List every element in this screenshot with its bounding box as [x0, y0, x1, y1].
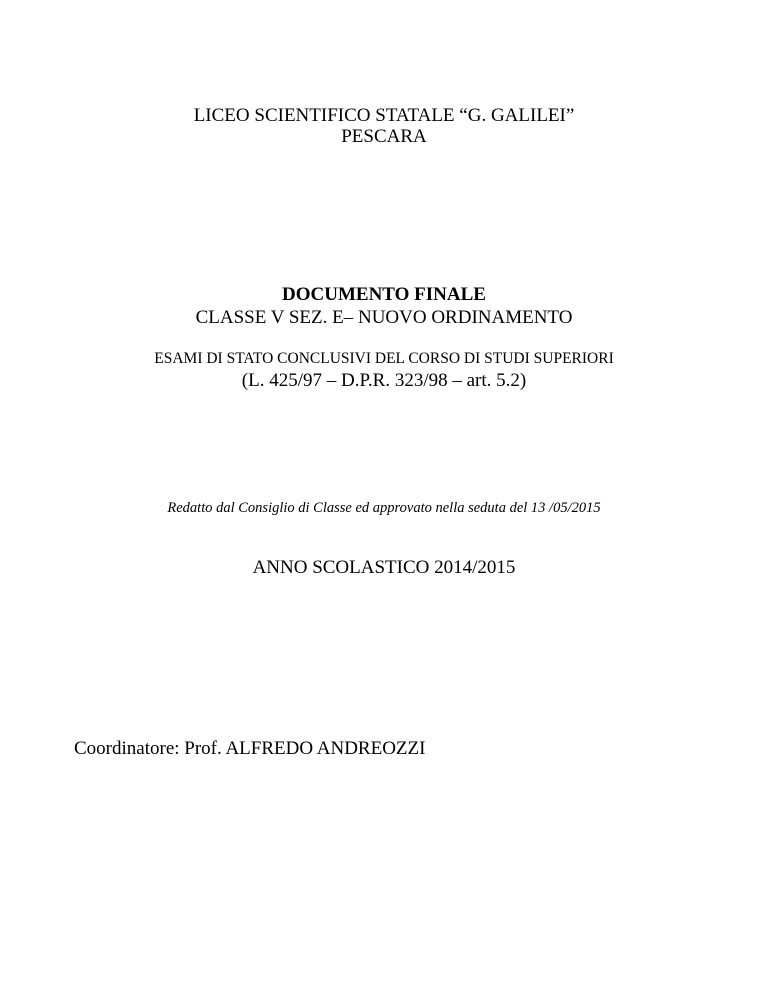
- school-name: LICEO SCIENTIFICO STATALE “G. GALILEI”: [193, 105, 575, 126]
- law-reference: (L. 425/97 – D.P.R. 323/98 – art. 5.2): [241, 370, 527, 391]
- school-year: ANNO SCOLASTICO 2014/2015: [252, 557, 516, 578]
- school-city: PESCARA: [341, 126, 427, 147]
- class-line: CLASSE V SEZ. E– NUOVO ORDINAMENTO: [195, 307, 573, 328]
- coordinator: Coordinatore: Prof. ALFREDO ANDREOZZI: [74, 738, 426, 759]
- document-title: DOCUMENTO FINALE: [282, 284, 486, 305]
- approval-note: Redatto dal Consiglio di Classe ed approvato nella seduta del 13 /05/2015: [167, 500, 601, 516]
- exam-line: ESAMI DI STATO CONCLUSIVI DEL CORSO DI STUDI SUPERIORI: [154, 350, 614, 367]
